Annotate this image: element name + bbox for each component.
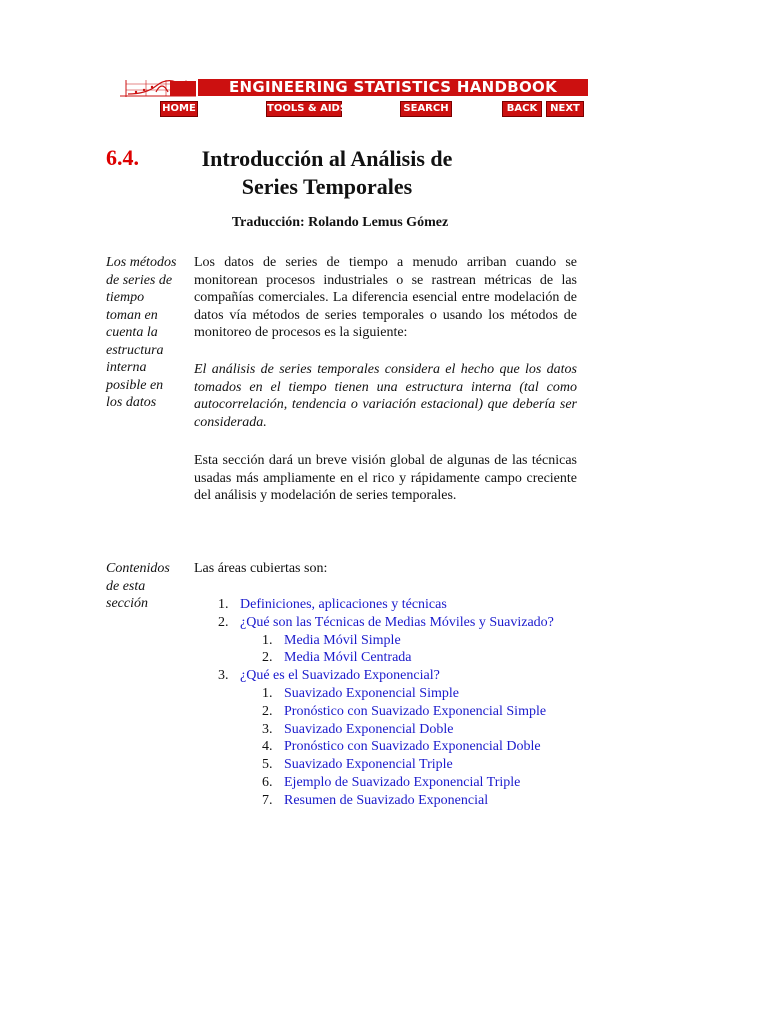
toc-link[interactable]: Suavizado Exponencial Simple bbox=[284, 685, 459, 701]
toc-item-number: 6. bbox=[262, 774, 273, 790]
toc-item-number: 5. bbox=[262, 757, 273, 773]
intro-paragraph bbox=[194, 254, 577, 342]
toc-item-number: 1. bbox=[262, 685, 273, 701]
toc-link[interactable]: Ejemplo de Suavizado Exponencial Triple bbox=[284, 774, 521, 790]
toc-item-number: 1. bbox=[262, 632, 273, 648]
toc-subitem bbox=[194, 721, 594, 739]
toc-item-number: 4. bbox=[262, 739, 273, 755]
toc-link[interactable]: Media Móvil Centrada bbox=[284, 650, 412, 666]
toc-link[interactable]: ¿Qué son las Técnicas de Medias Móviles y Suavizado? bbox=[240, 614, 554, 630]
back-button[interactable]: BACK bbox=[502, 101, 542, 117]
key-statement-paragraph bbox=[194, 361, 577, 431]
handbook-banner bbox=[116, 78, 588, 118]
toc-subitem bbox=[194, 703, 594, 721]
toc-link[interactable]: Media Móvil Simple bbox=[284, 632, 401, 648]
sidenote-internal-structure: Los métodos de series de tiempo toman en cuenta la estructura interna posible en los datos bbox=[106, 255, 177, 410]
section-title: Introducción al Análisis de Series Temporales bbox=[201, 146, 453, 199]
nav-bar bbox=[116, 101, 588, 117]
handbook-logo[interactable] bbox=[116, 78, 198, 98]
toc-link[interactable]: Definiciones, aplicaciones y técnicas bbox=[240, 597, 447, 612]
paragraph-text: Los datos de series de tiempo a menudo arriban cuando se monitorean procesos industriales o se rastrean métricas de las compañías comerciales. La diferencia esencial entre modelación de datos vía métodos de series temporales o usando los métodos de monitoreo de procesos es la siguiente: bbox=[194, 255, 577, 340]
toc-subitem bbox=[194, 756, 594, 774]
toc-item-number: 3. bbox=[218, 668, 229, 684]
areas-intro bbox=[194, 560, 577, 578]
paragraph-text: Las áreas cubiertas son: bbox=[194, 561, 328, 576]
toc-link[interactable]: Suavizado Exponencial Doble bbox=[284, 721, 454, 737]
toc-subitem bbox=[194, 685, 594, 703]
paragraph-text: El análisis de series temporales considera el hecho que los datos tomados en el tiempo tienen una estructura interna (tal como autocorrelación, tendencia o variación estacional) que debería ser considerada. bbox=[194, 362, 577, 430]
toc-item bbox=[194, 596, 594, 614]
chart-logo-icon bbox=[116, 78, 198, 98]
paragraph-text: Esta sección dará un breve visión global de algunas de las técnicas usadas más ampliamente en el rico y rápidamente campo creciente del análisis y modelación de series temporales. bbox=[194, 453, 577, 503]
handbook-title: ENGINEERING STATISTICS HANDBOOK bbox=[198, 79, 588, 96]
section-number: 6.4. bbox=[106, 145, 139, 170]
toc-link[interactable]: Suavizado Exponencial Triple bbox=[284, 757, 453, 773]
toc-subitem bbox=[194, 774, 594, 792]
toc-subitem bbox=[194, 649, 594, 667]
toc-link[interactable]: Resumen de Suavizado Exponencial bbox=[284, 792, 489, 808]
toc-subitem bbox=[194, 792, 594, 810]
search-button[interactable]: SEARCH bbox=[400, 101, 452, 117]
toc-item-number: 2. bbox=[262, 650, 273, 666]
toc-item-number: 1. bbox=[218, 597, 229, 612]
overview-paragraph bbox=[194, 452, 577, 505]
toc-item-number: 2. bbox=[262, 703, 273, 719]
toc-item-number: 2. bbox=[218, 614, 229, 630]
toc-item-number: 3. bbox=[262, 721, 273, 737]
toc-item bbox=[194, 614, 594, 632]
toc-subitem bbox=[194, 738, 594, 756]
toc-link[interactable]: Pronóstico con Suavizado Exponencial Simple bbox=[284, 703, 547, 719]
sidenote-contents: Contenidos de esta sección bbox=[106, 561, 170, 611]
toc-subitem bbox=[194, 632, 594, 650]
section-contents-list bbox=[194, 596, 594, 810]
next-button[interactable]: NEXT bbox=[546, 101, 584, 117]
translator-credit: Traducción: Rolando Lemus Gómez bbox=[231, 215, 449, 230]
home-button[interactable]: HOME bbox=[160, 101, 198, 117]
toc-link[interactable]: ¿Qué es el Suavizado Exponencial? bbox=[240, 668, 440, 684]
toc-item bbox=[194, 667, 594, 685]
toc-item-number: 7. bbox=[262, 792, 273, 808]
toc-link[interactable]: Pronóstico con Suavizado Exponencial Doble bbox=[284, 739, 541, 755]
tools-aids-button[interactable]: TOOLS & AIDS bbox=[266, 101, 342, 117]
